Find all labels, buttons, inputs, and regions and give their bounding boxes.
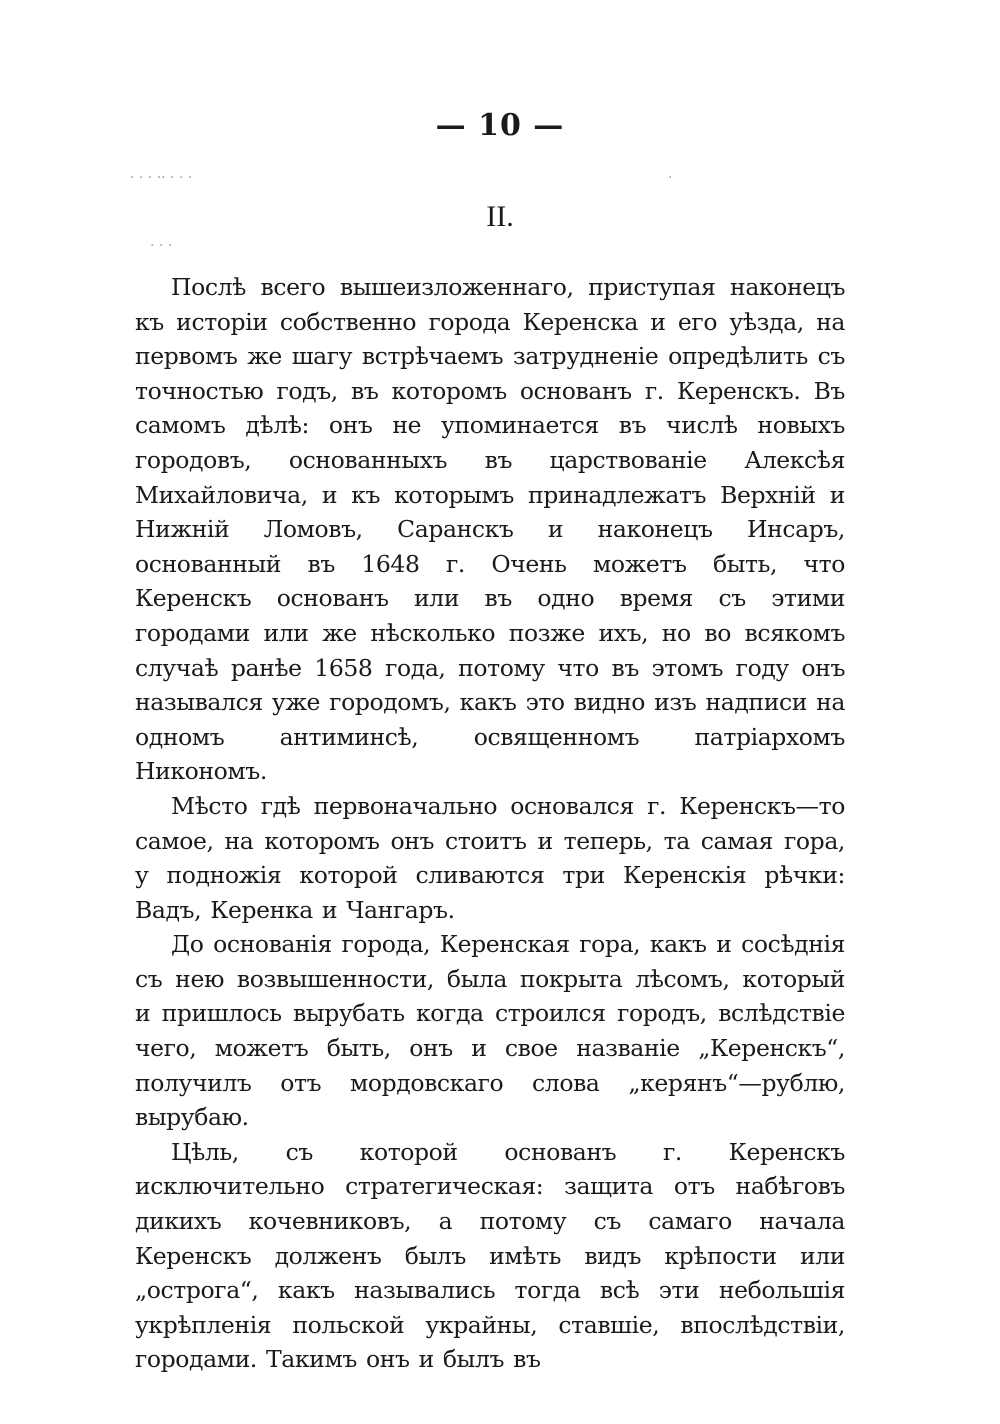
- paragraph: Цѣль, съ которой основанъ г. Керенскъ исключительно стратегическая: защита отъ набѣговъ дикихъ кочевниковъ, а потому съ самаго начала Керенскъ долженъ былъ имѣть видъ крѣпости или „острога“, какъ назывались тогда всѣ эти небольшія укрѣпленія польской украйны, ставшіе, впослѣдствіи, городами. Такимъ онъ и былъ въ: [135, 1137, 845, 1374]
- scan-noise: · · ·: [150, 238, 173, 254]
- paragraph: Послѣ всего вышеизложеннаго, приступая наконецъ къ исторіи собственно города Керенска и его уѣзда, на первомъ же шагу встрѣчаемъ затрудненіе опредѣлить съ точностью годъ, въ которомъ основанъ г. Керенскъ. Въ самомъ дѣлѣ: онъ не упоминается въ числѣ новыхъ городовъ, основанныхъ въ царствованіе Алексѣя Михайловича, и къ которымъ принадлежатъ Верхній и Нижній Ломовъ, Саранскъ и наконецъ Инсаръ, основанный въ 1648 г. Очень можетъ быть, что Керенскъ основанъ или въ одно время съ этими городами или же нѣсколько позже ихъ, но во всякомъ случаѣ ранѣе 1658 года, потому что въ этомъ году онъ назывался уже городомъ, какъ это видно изъ надписи на одномъ антиминсѣ, освященномъ патріархомъ Никономъ.: [135, 273, 845, 786]
- scan-noise: ·: [668, 170, 673, 186]
- paragraph: До основанія города, Керенская гора, какъ и сосѣднія съ нею возвышенности, была покрыта лѣсомъ, который и пришлось вырубать когда строился городъ, вслѣдствіе чего, можетъ быть, онъ и свое названіе „Керенскъ“, получилъ отъ мордовскаго слова „керянъ“—рублю, вырубаю.: [135, 930, 845, 1132]
- chapter-heading: II.: [486, 200, 514, 233]
- scan-noise: · · · ·· · · ·: [130, 170, 193, 186]
- page-number: — 10 —: [435, 108, 565, 143]
- body-text: [135, 270, 845, 1377]
- paragraph: Мѣсто гдѣ первоначально основался г. Керенскъ—то самое, на которомъ онъ стоитъ и теперь, та самая гора, у подножія которой сливаются три Керенскія рѣчки: Вадъ, Керенка и Чангаръ.: [135, 791, 845, 924]
